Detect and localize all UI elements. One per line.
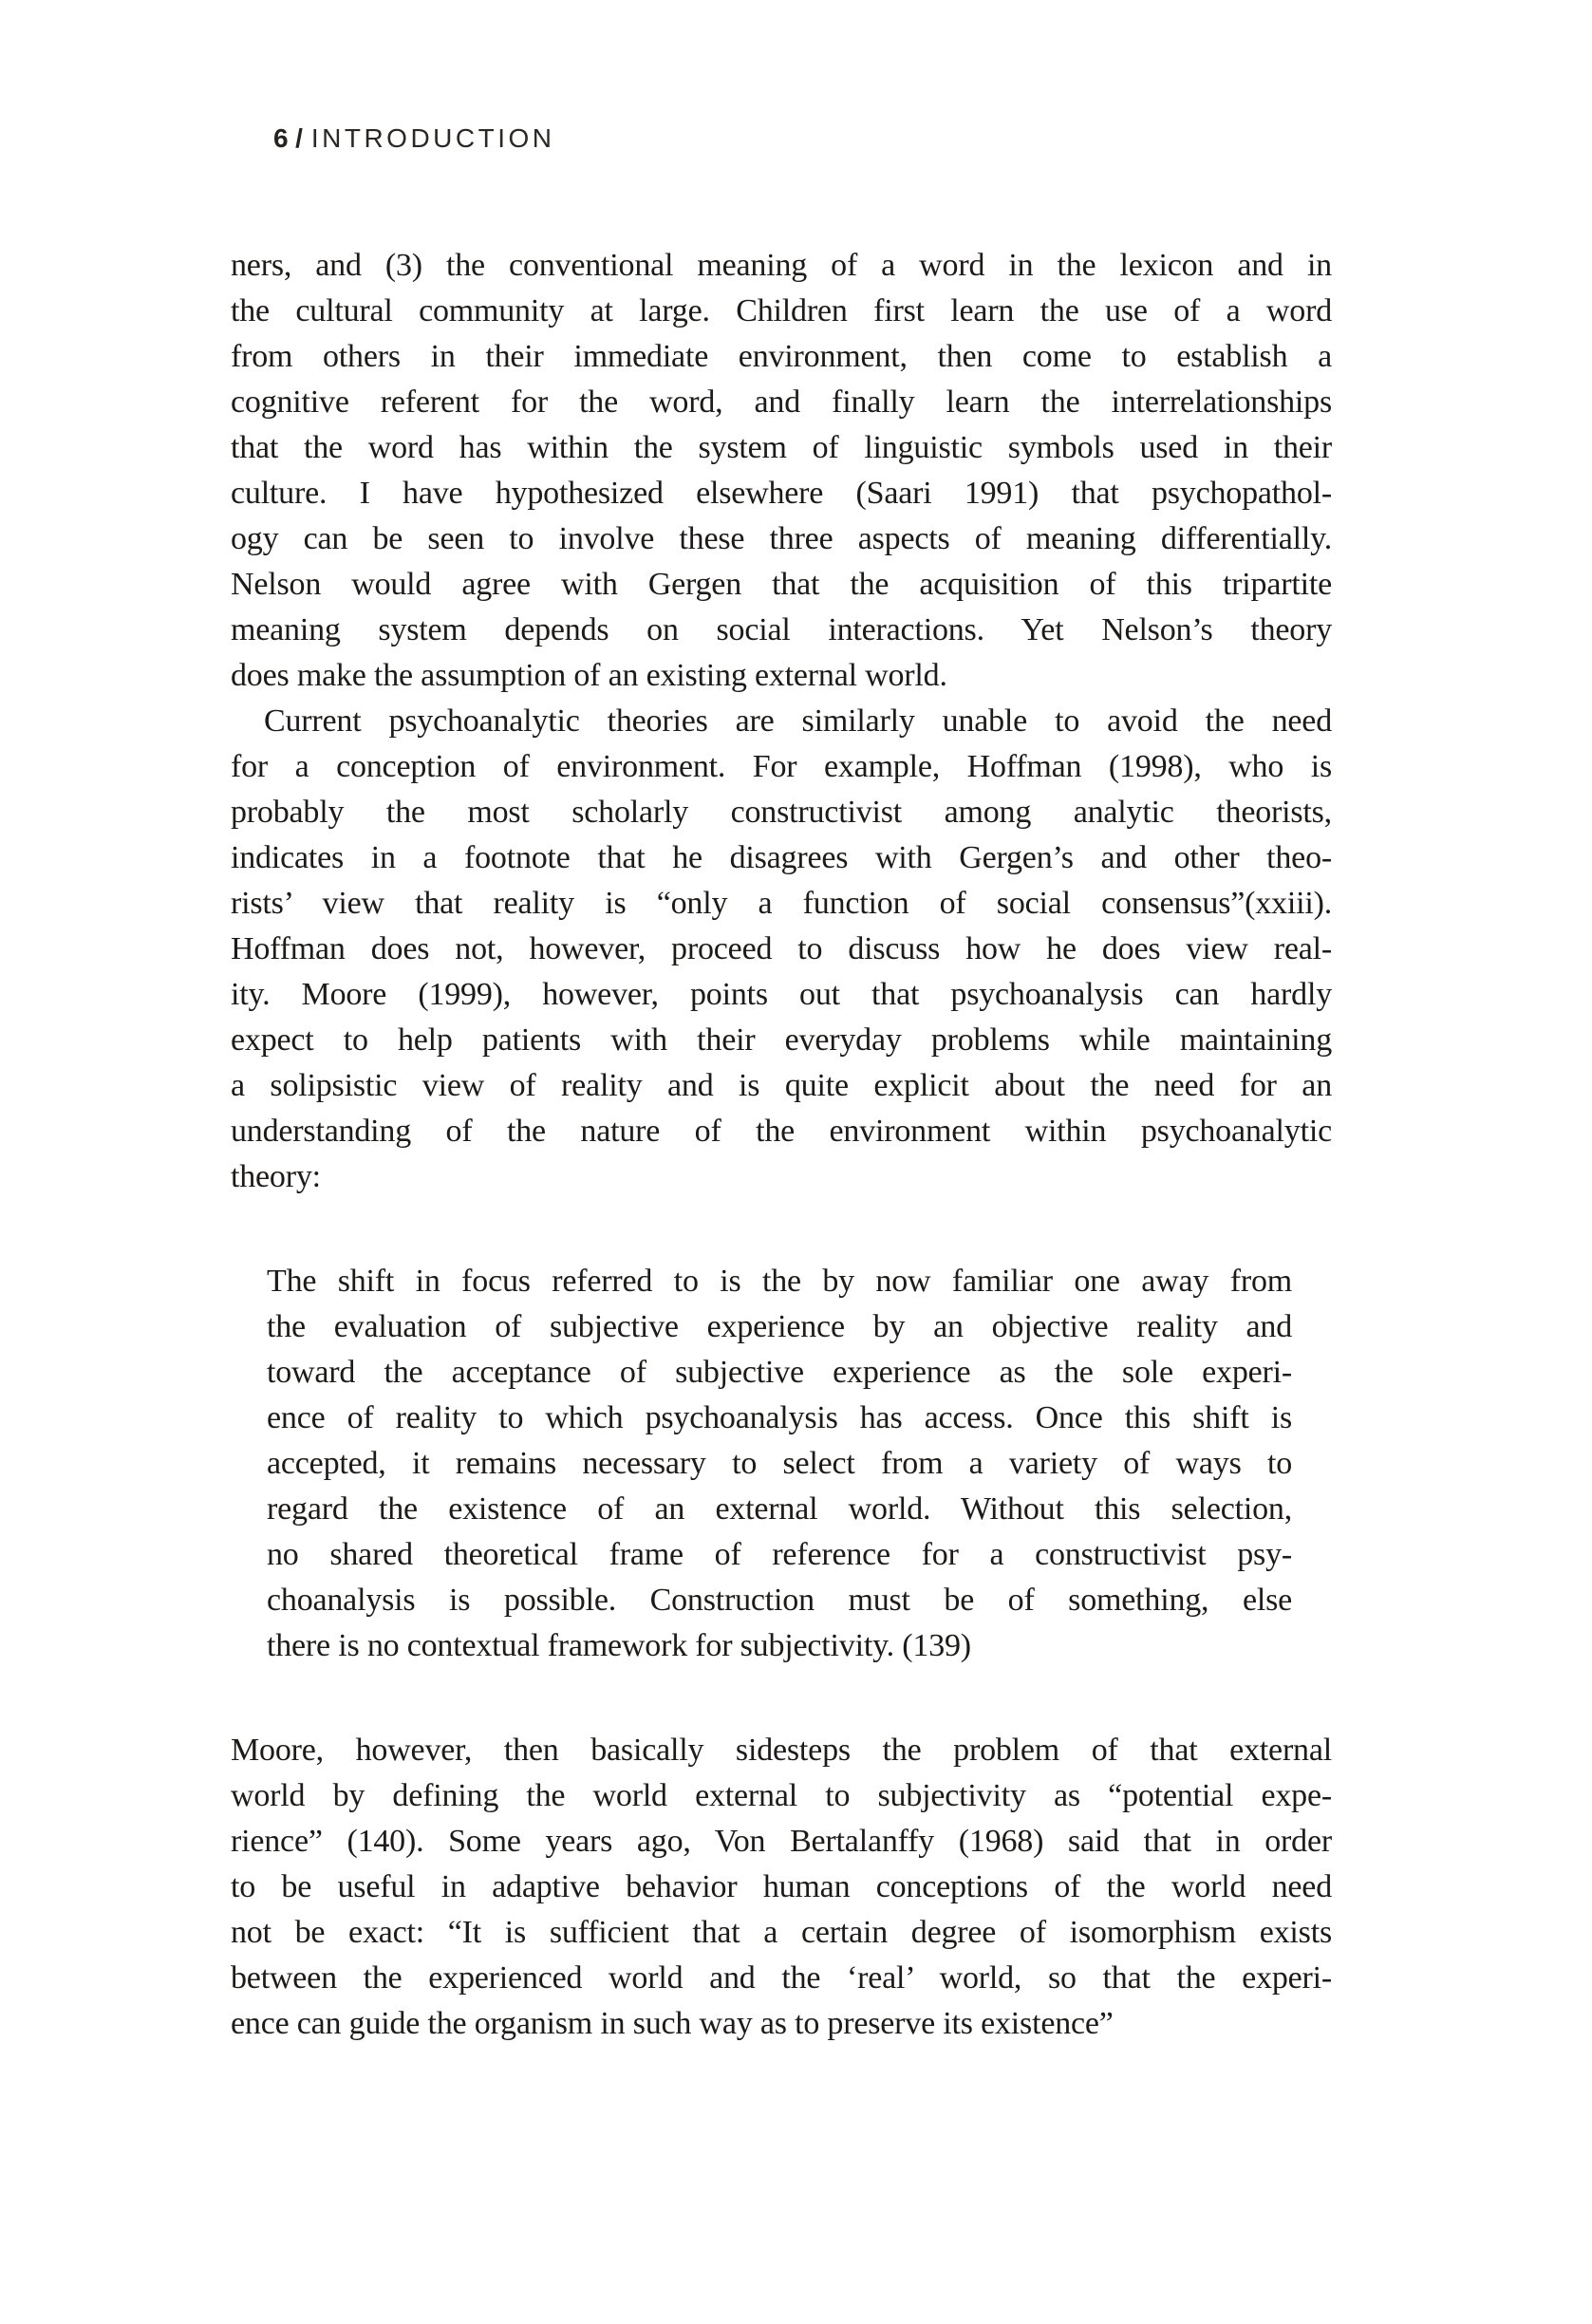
quote-line: ence of reality to which psychoanalysis has access. Once this shift is	[267, 1400, 1292, 1435]
chapter-title: INTRODUCTION	[310, 123, 555, 153]
text-line: rience” (140). Some years ago, Von Bertalanffy (1968) said that in order	[231, 1824, 1332, 1859]
quote-line: regard the existence of an external world. Without this selection,	[267, 1491, 1292, 1527]
text-line: expect to help patients with their everyday problems while maintaining	[231, 1022, 1332, 1058]
text-line: a solipsistic view of reality and is quite explicit about the need for an	[231, 1068, 1332, 1103]
text-line: cognitive referent for the word, and finally learn the interrelationships	[231, 384, 1332, 420]
text-line: rists’ view that reality is “only a function of social consensus”(xxiii).	[231, 886, 1332, 921]
text-line: meaning system depends on social interactions. Yet Nelson’s theory	[231, 612, 1332, 647]
paragraph-3	[231, 1728, 1332, 2047]
text-line: from others in their immediate environment, then come to establish a	[231, 339, 1332, 374]
text-line: culture. I have hypothesized elsewhere (Saari 1991) that psychopathol-	[231, 476, 1332, 511]
text-line: to be useful in adaptive behavior human conceptions of the world need	[231, 1869, 1332, 1904]
text-line: between the experienced world and the ‘real’ world, so that the experi-	[231, 1960, 1332, 1996]
page-number: 6	[273, 123, 290, 153]
text-line: ity. Moore (1999), however, points out that psychoanalysis can hardly	[231, 977, 1332, 1012]
text-line: the cultural community at large. Children first learn the use of a word	[231, 293, 1332, 328]
text-line: Current psychoanalytic theories are similarly unable to avoid the need	[264, 703, 1332, 739]
paragraph-2	[231, 699, 1332, 1200]
text-line: probably the most scholarly constructivist among analytic theorists,	[231, 795, 1332, 830]
text-line: not be exact: “It is sufficient that a certain degree of isomorphism exists	[231, 1915, 1332, 1950]
text-column	[231, 243, 1332, 2047]
text-line: ogy can be seen to involve these three aspects of meaning differentially.	[231, 521, 1332, 556]
text-line: ners, and (3) the conventional meaning of a word in the lexicon and in	[231, 248, 1332, 283]
text-line: Nelson would agree with Gergen that the acquisition of this tripartite	[231, 567, 1332, 602]
quote-line: choanalysis is possible. Construction must be of something, else	[267, 1583, 1292, 1618]
text-line: indicates in a footnote that he disagrees with Gergen’s and other theo-	[231, 840, 1332, 875]
quote-line: no shared theoretical frame of reference for a constructivist psy-	[267, 1537, 1292, 1572]
quote-line: toward the acceptance of subjective experience as the sole experi-	[267, 1355, 1292, 1390]
text-line: theory:	[231, 1159, 321, 1194]
text-line: for a conception of environment. For example, Hoffman (1998), who is	[231, 749, 1332, 784]
slash-separator: /	[295, 123, 303, 153]
text-line: understanding of the nature of the environment within psychoanalytic	[231, 1114, 1332, 1149]
text-line: that the word has within the system of linguistic symbols used in their	[231, 430, 1332, 465]
paragraph-1	[231, 243, 1332, 699]
block-quote	[267, 1259, 1292, 1669]
running-head	[273, 123, 555, 154]
text-line: Moore, however, then basically sidesteps the problem of that external	[231, 1733, 1332, 1768]
text-line: Hoffman does not, however, proceed to discuss how he does view real-	[231, 931, 1332, 966]
text-line: ence can guide the organism in such way as to preserve its existence”	[231, 2006, 1114, 2041]
quote-line: The shift in focus referred to is the by now familiar one away from	[267, 1264, 1292, 1299]
text-line: does make the assumption of an existing external world.	[231, 658, 947, 693]
quote-line: accepted, it remains necessary to select from a variety of ways to	[267, 1446, 1292, 1481]
text-line: world by defining the world external to subjectivity as “potential expe-	[231, 1778, 1332, 1813]
quote-line: the evaluation of subjective experience by an objective reality and	[267, 1309, 1292, 1344]
quote-line: there is no contextual framework for subjectivity. (139)	[267, 1628, 971, 1663]
